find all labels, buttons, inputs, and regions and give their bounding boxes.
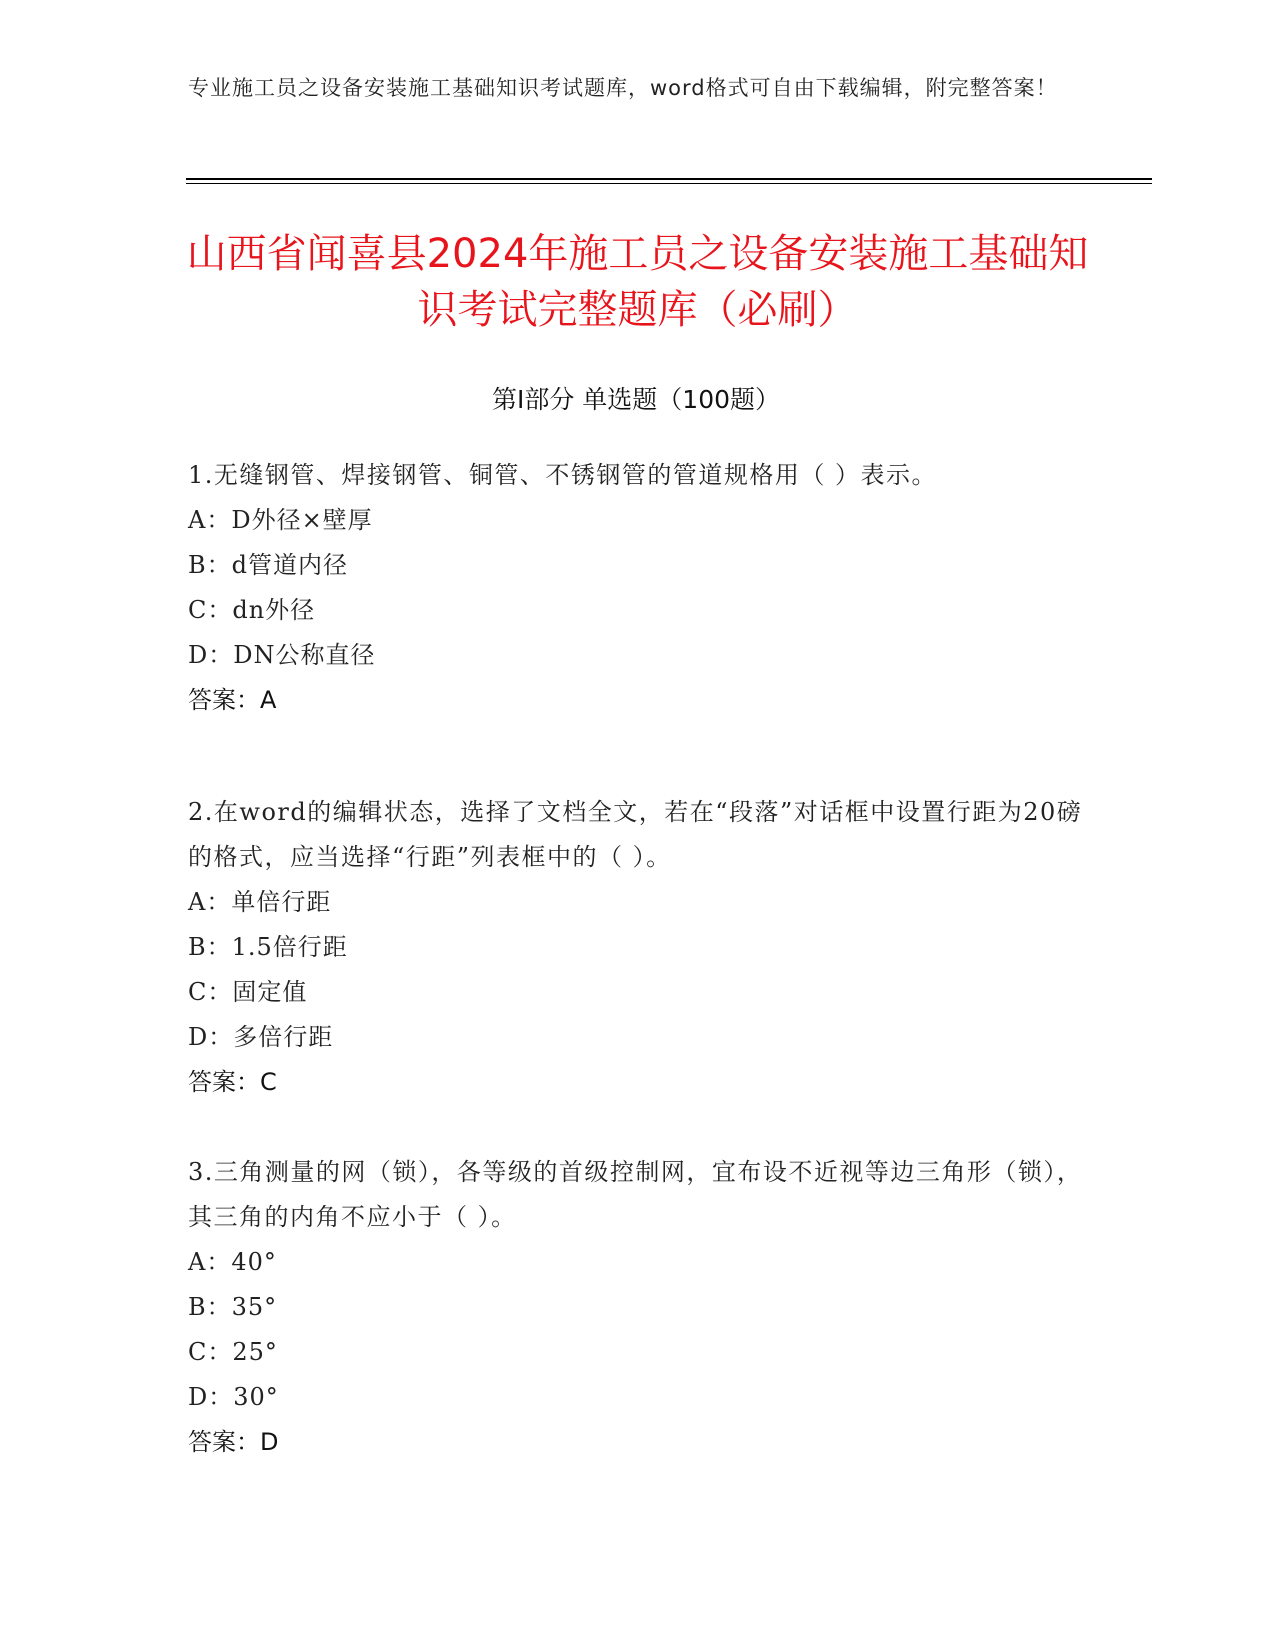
question-2 [188,790,1088,1105]
header-divider-thick [186,178,1152,180]
option-a: A：40° [188,1248,277,1276]
answer: 答案：C [188,1068,277,1096]
question-stem: 2.在word的编辑状态，选择了文档全文，若在“段落”对话框中设置行距为20磅的格式，应当选择“行距”列表框中的（ ）。 [188,798,1083,871]
answer: 答案：D [188,1428,279,1456]
header-divider-thin [186,183,1152,184]
option-d: D：30° [188,1383,279,1411]
question-stem: 3.三角测量的网（锁），各等级的首级控制网，宜布设不近视等边三角形（锁），其三角的内角不应小于（ ）。 [188,1158,1083,1231]
question-stem: 1.无缝钢管、焊接钢管、铜管、不锈钢管的管道规格用（ ）表示。 [188,461,938,489]
question-1 [188,453,1088,723]
option-b: B：d管道内径 [188,551,348,579]
option-d: D：DN公称直径 [188,641,376,669]
option-d: D：多倍行距 [188,1023,334,1051]
option-c: C：固定值 [188,978,308,1006]
option-a: A：单倍行距 [188,888,332,916]
question-3 [188,1150,1088,1465]
option-c: C：25° [188,1338,278,1366]
option-b: B：1.5倍行距 [188,933,348,961]
header-note: 专业施工员之设备安装施工基础知识考试题库，word格式可自由下载编辑，附完整答案！ [188,76,1058,100]
section-title: 第Ⅰ部分 单选题（100题） [491,385,781,414]
option-a: A：D外径×壁厚 [188,506,373,534]
option-b: B：35° [188,1293,278,1321]
option-c: C：dn外径 [188,596,316,624]
answer: 答案：A [188,686,277,714]
document-title: 山西省闻喜县2024年施工员之设备安装施工基础知识考试完整题库（必刷） [186,231,1089,333]
